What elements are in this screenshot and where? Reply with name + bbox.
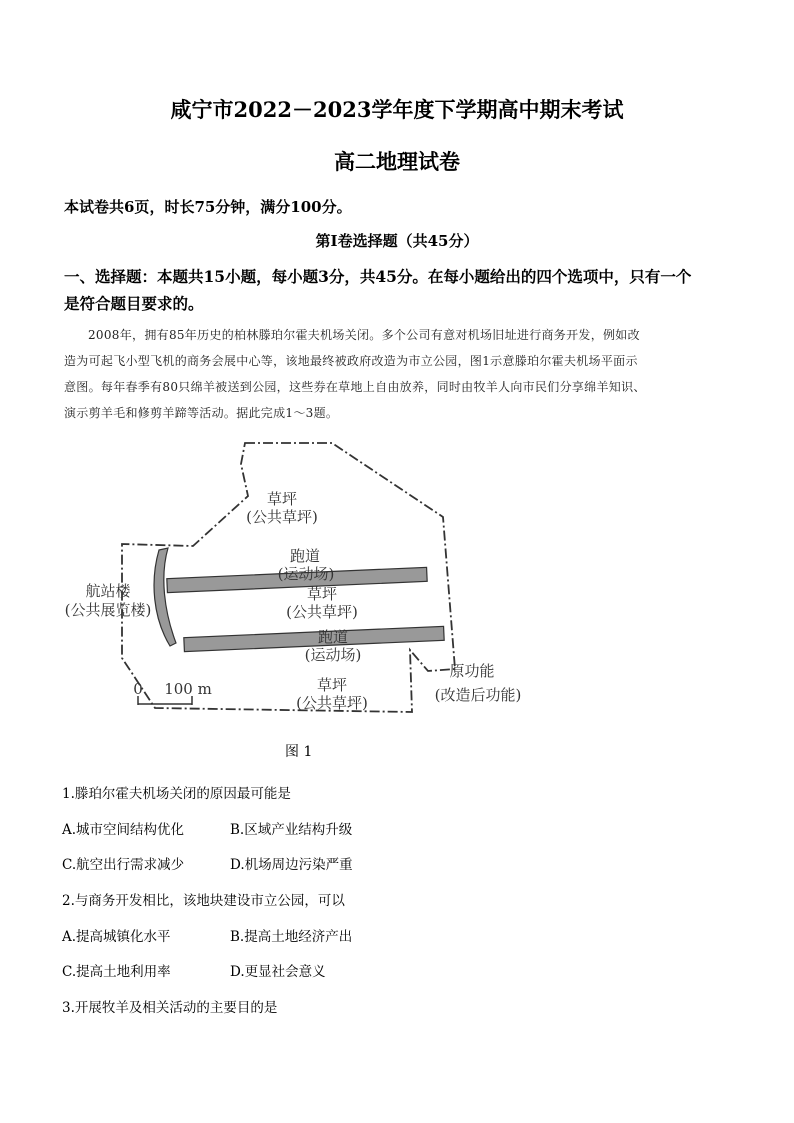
question-1-stem: 1.滕珀尔霍夫机场关闭的原因最可能是 [62,786,291,802]
label-lawn-top-sub: (公共草坪) [246,508,318,526]
scale-label-zero: 0 [133,680,143,698]
question-1-option-d: D.机场周边污染严重 [230,857,353,873]
figure-caption: 图 1 [285,744,313,760]
question-2-option-d: D.更显社会意义 [230,964,326,980]
label-terminal-sub: (公共展览楼) [64,601,152,619]
exam-title: 咸宁市2022－2023学年度下学期高中期末考试 [170,97,624,122]
question-2-stem: 2.与商务开发相比，该地块建设市立公园，可以 [62,893,345,909]
passage-line-4: 演示剪羊毛和修剪羊蹄等活动。据此完成1～3题。 [64,406,339,420]
section-title: 第Ⅰ卷选择题（共45分） [315,232,479,250]
label-lawn-bottom: 草坪 [316,676,348,694]
label-lawn-mid-sub: (公共草坪) [286,603,358,621]
legend-modified-function: (改造后功能) [434,686,522,704]
instructions-line-2: 是符合题目要求的。 [64,294,204,313]
question-2-option-a: A.提高城镇化水平 [62,929,171,945]
airport-plan-figure [60,436,540,726]
label-runway-2: 跑道 [317,628,349,646]
instructions-line-1: 一、选择题：本题共15小题，每小题3分，共45分。在每小题给出的四个选项中，只有一个 [64,267,692,286]
passage-line-3: 意图。每年春季有80只绵羊被送到公园，这些券在草地上自由放养，同时由牧羊人向市民们分享绵羊知识、 [64,380,646,394]
label-lawn-top: 草坪 [266,490,298,508]
label-runway-2-sub: (运动场) [304,646,362,664]
legend-original-function: 原功能 [449,662,495,680]
label-runway-1: 跑道 [289,547,321,565]
passage-line-1: 2008年，拥有85年历史的柏林滕珀尔霍夫机场关闭。多个公司有意对机场旧址进行商务开发，例如改 [88,328,640,342]
scale-label-distance: 100 m [164,680,212,698]
question-1-option-a: A.城市空间结构优化 [62,822,185,838]
question-2-option-b: B.提高土地经济产出 [230,929,353,945]
label-lawn-mid: 草坪 [306,585,338,603]
question-3-stem: 3.开展牧羊及相关活动的主要目的是 [62,1000,278,1016]
exam-info: 本试卷共6页，时长75分钟，满分100分。 [64,198,352,216]
label-terminal: 航站楼 [85,582,131,600]
label-lawn-bottom-sub: (公共草坪) [296,694,368,712]
label-runway-1-sub: (运动场) [277,565,335,583]
question-1-option-b: B.区域产业结构升级 [230,822,353,838]
question-2-option-c: C.提高土地利用率 [62,964,171,980]
terminal-building [154,548,176,646]
exam-subtitle: 高二地理试卷 [334,149,460,174]
passage-line-2: 造为可起飞小型飞机的商务会展中心等，该地最终被政府改造为市立公园，图1示意滕珀尔霍夫机场平面示 [64,354,638,368]
question-1-option-c: C.航空出行需求减少 [62,857,185,873]
